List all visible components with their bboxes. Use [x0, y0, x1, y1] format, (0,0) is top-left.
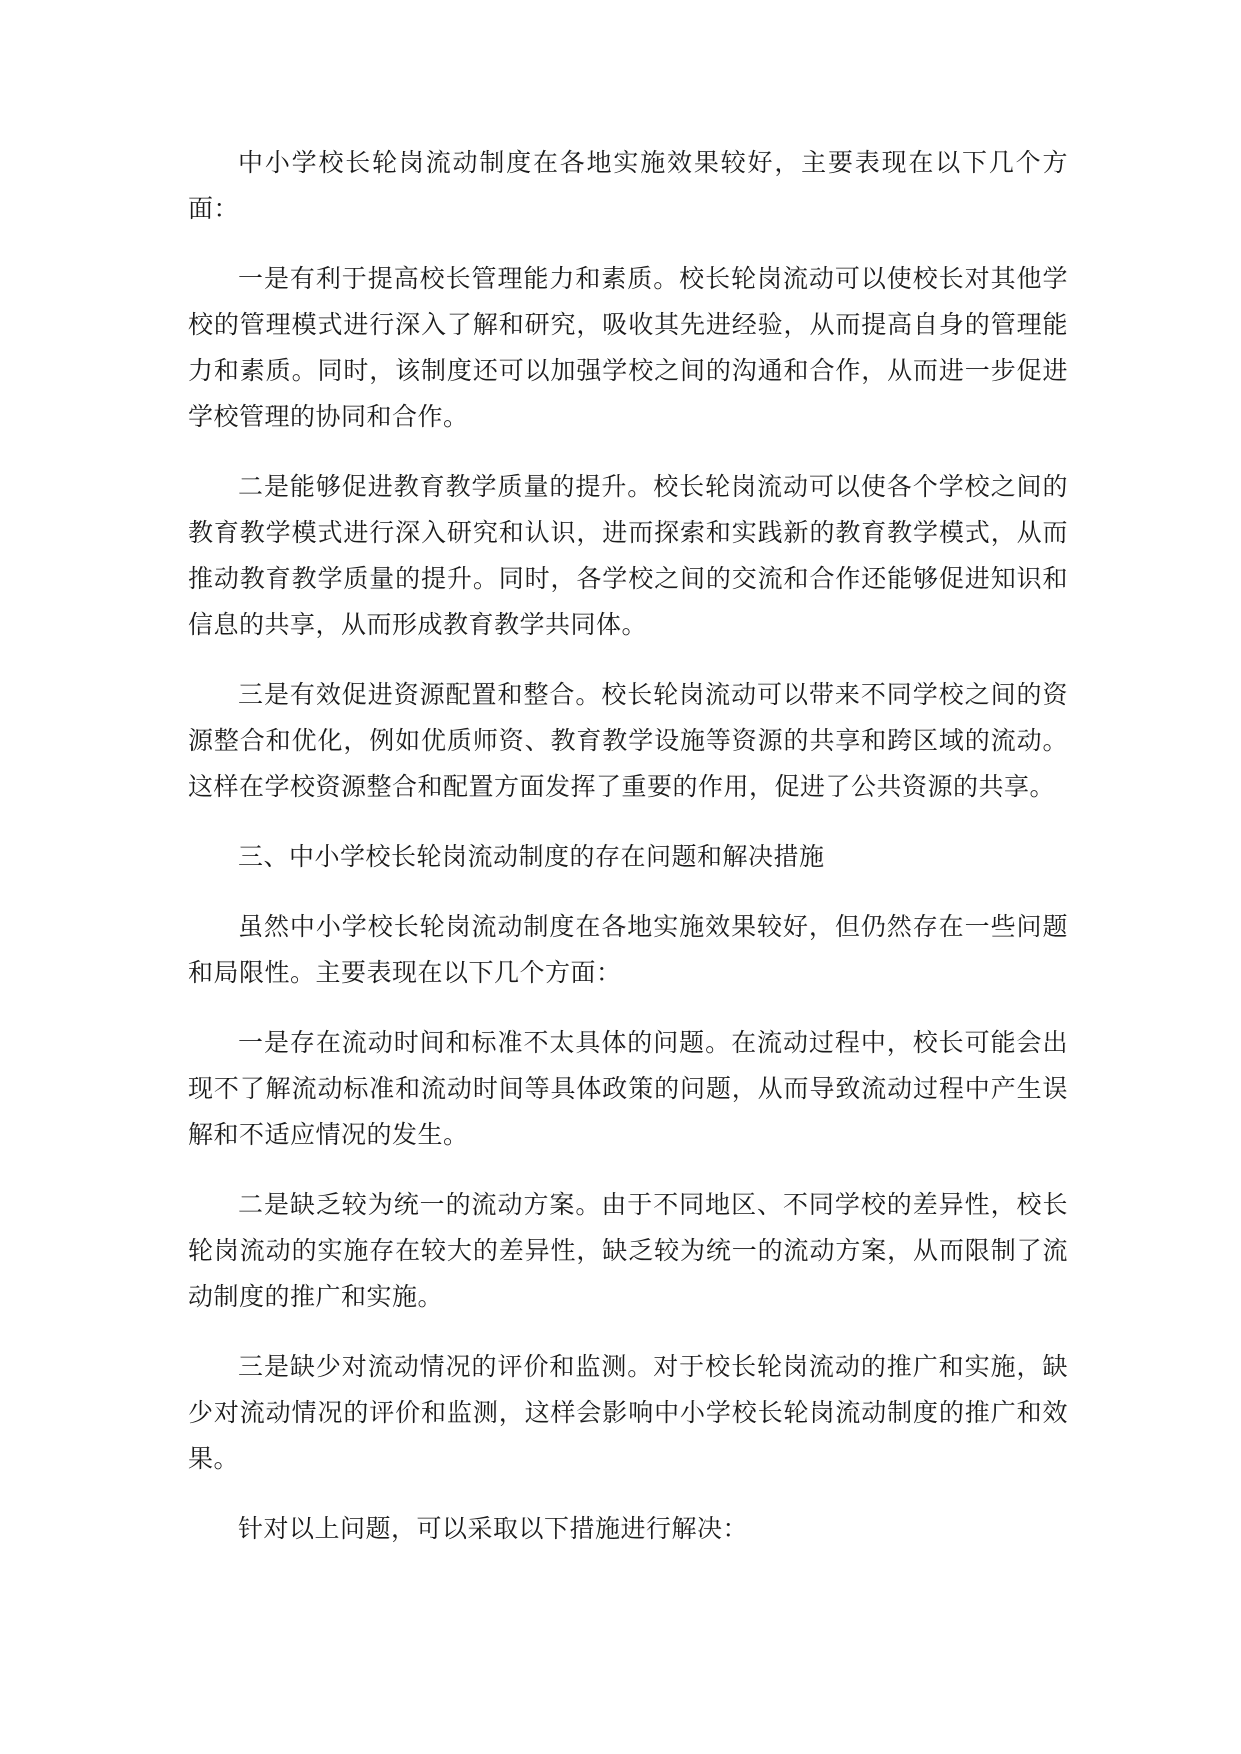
paragraph-problem-evaluation: 三是缺少对流动情况的评价和监测。对于校长轮岗流动的推广和实施，缺少对流动情况的评价和监测，这样会影响中小学校长轮岗流动制度的推广和效果。 [188, 1352, 1068, 1473]
paragraph-problems-intro: 虽然中小学校长轮岗流动制度在各地实施效果较好，但仍然存在一些问题和局限性。主要表现在以下几个方面： [188, 912, 1068, 987]
paragraph-problem-unified-plan: 二是缺乏较为统一的流动方案。由于不同地区、不同学校的差异性，校长轮岗流动的实施存在较大的差异性，缺乏较为统一的流动方案，从而限制了流动制度的推广和实施。 [188, 1190, 1068, 1311]
intro-paragraph: 中小学校长轮岗流动制度在各地实施效果较好，主要表现在以下几个方面： [188, 148, 1068, 223]
document-page [188, 140, 1068, 1576]
section-heading: 三、中小学校长轮岗流动制度的存在问题和解决措施 [238, 842, 825, 871]
paragraph-solutions-intro: 针对以上问题，可以采取以下措施进行解决： [238, 1514, 749, 1543]
paragraph-resource-allocation: 三是有效促进资源配置和整合。校长轮岗流动可以带来不同学校之间的资源整合和优化，例如优质师资、教育教学设施等资源的共享和跨区域的流动。这样在学校资源整合和配置方面发挥了重要的作用，促进了公共资源的共享。 [188, 680, 1068, 801]
paragraph-teaching-quality: 二是能够促进教育教学质量的提升。校长轮岗流动可以使各个学校之间的教育教学模式进行深入研究和认识，进而探索和实践新的教育教学模式，从而推动教育教学质量的提升。同时，各学校之间的交流和合作还能够促进知识和信息的共享，从而形成教育教学共同体。 [188, 472, 1068, 639]
paragraph-management-ability: 一是有利于提高校长管理能力和素质。校长轮岗流动可以使校长对其他学校的管理模式进行深入了解和研究，吸收其先进经验，从而提高自身的管理能力和素质。同时，该制度还可以加强学校之间的沟通和合作，从而进一步促进学校管理的协同和合作。 [188, 264, 1068, 431]
paragraph-problem-time-standard: 一是存在流动时间和标准不太具体的问题。在流动过程中，校长可能会出现不了解流动标准和流动时间等具体政策的问题，从而导致流动过程中产生误解和不适应情况的发生。 [188, 1028, 1068, 1149]
